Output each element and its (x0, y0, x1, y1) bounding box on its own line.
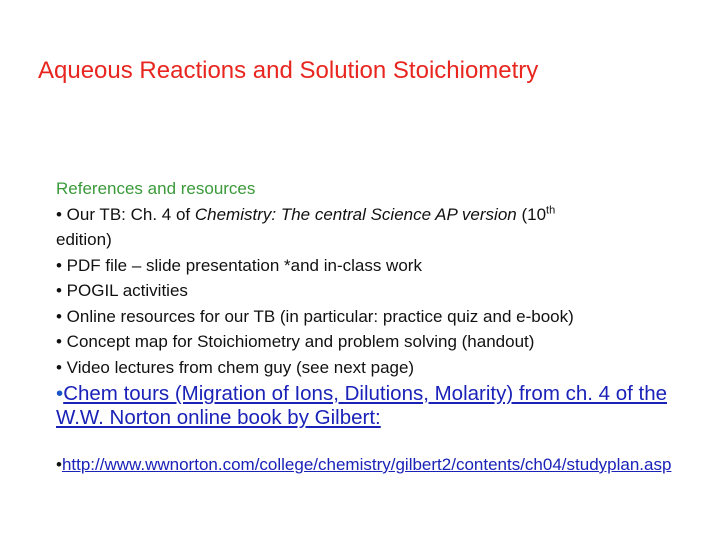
list-item-pdf: • PDF file – slide presentation *and in-class work (56, 255, 422, 275)
edition-superscript: th (546, 203, 556, 216)
list-item-online-resources: • Online resources for our TB (in particular: practice quiz and e-book) (56, 306, 574, 326)
list-item-concept-map: • Concept map for Stoichiometry and problem solving (handout) (56, 332, 535, 351)
textbook-title: Chemistry: The central Science AP version (194, 204, 517, 224)
list-item-pogil: • POGIL activities (56, 281, 188, 300)
slide-title: Aqueous Reactions and Solution Stoichiometry (38, 57, 539, 84)
slide-content (56, 176, 676, 476)
chem-tours-link[interactable]: Chem tours (Migration of Ions, Dilutions, Molarity) from ch. 4 of the W.W. Norton online book by Gilbert: (56, 382, 668, 429)
textbook-prefix: • Our TB: Ch. 4 of (56, 204, 195, 224)
norton-url-bullet: • (56, 455, 62, 474)
list-item-video-lectures: • Video lectures from chem guy (see next page) (56, 357, 415, 377)
chem-tours-bullet: • (56, 382, 64, 405)
chem-tours-item (56, 382, 676, 430)
textbook-item (56, 202, 676, 253)
edition-rest: edition) (56, 230, 112, 249)
norton-url-link[interactable]: http://www.wwnorton.com/college/chemistry/gilbert2/contents/ch04/studyplan.asp (61, 455, 672, 474)
edition-open: (10 (516, 204, 547, 224)
resources-heading: References and resources (56, 179, 256, 198)
norton-url-item (56, 454, 676, 476)
